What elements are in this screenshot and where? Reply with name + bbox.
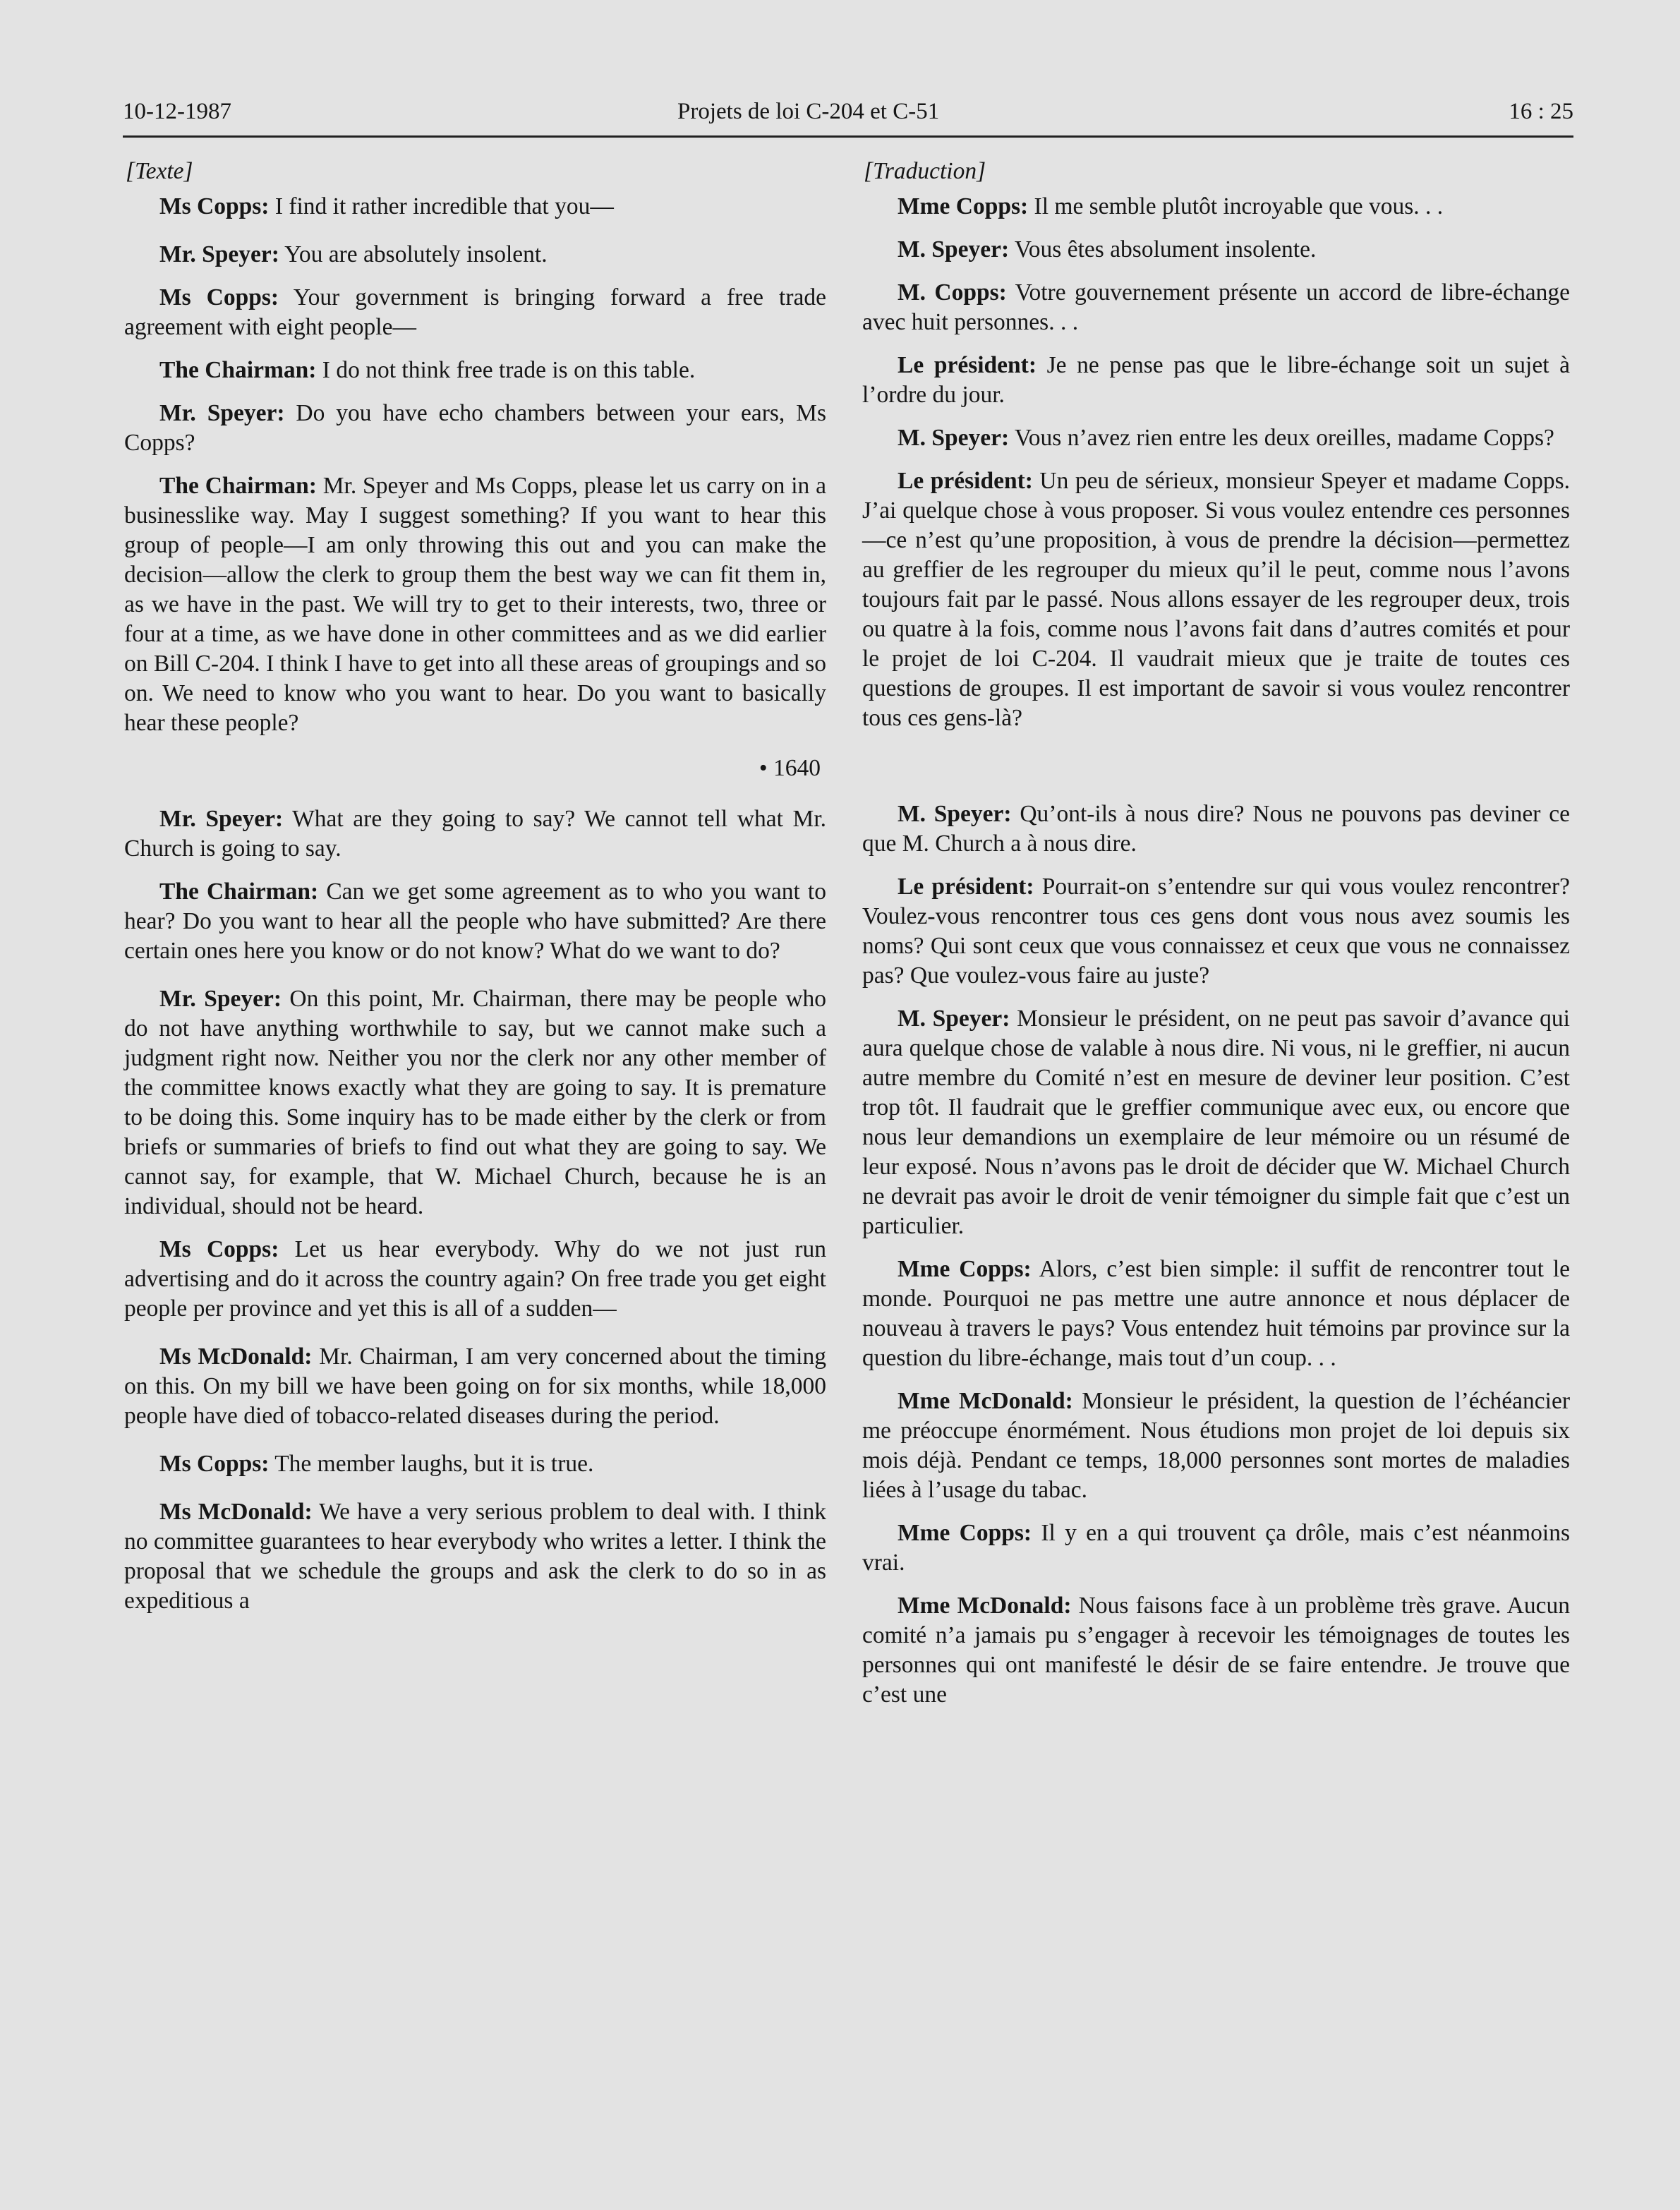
header-title: Projets de loi C-204 et C-51: [677, 99, 940, 124]
speech-text: Mr. Speyer and Ms Copps, please let us carry on in a businesslike way. May I suggest something? If you want to hear this group of people—I am only throwing this out and you can make the decision—allow the clerk to group them the best way we can fit them in, as we have in the past. We will try to get to their interests, two, three or four at a time, as we have done in other committees and as we did earlier on Bill C-204. I think I have to get into all these areas of groupings and so on. We need to know who you want to hear. Do you want to basically hear these people?: [124, 473, 826, 736]
speech-text: Nous faisons face à un problème très grave. Aucun comité n’a jamais pu s’engager à recevoir les témoignages de toutes les personnes qui ont manifesté le désir de se faire entendre. Je trouve que c’est une: [862, 1593, 1570, 1708]
speaker-name: The Chairman:: [159, 473, 317, 499]
speech-text: Alors, c’est bien simple: il suffit de rencontrer tout le monde. Pourquoi ne pas mettre une autre annonce et nous déplacer de nouveau à travers le pays? Vous entendez huit témoins par province sur la question du libre-échange, mais tout d’un coup. . .: [862, 1256, 1570, 1371]
speaker-name: Mme McDonald:: [898, 1593, 1072, 1619]
left-paragraph: [124, 192, 826, 222]
left-paragraph: [124, 1449, 826, 1479]
speech-text: Vous n’avez rien entre les deux oreilles, madame Copps?: [1009, 425, 1554, 451]
right-paragraph: [862, 1387, 1570, 1505]
speaker-name: M. Speyer:: [898, 425, 1010, 451]
page-header: [123, 99, 1573, 135]
speech-text: Vous êtes absolument insolente.: [1009, 236, 1317, 262]
speech-text: Monsieur le président, la question de l’échéancier me préoccupe énormément. Nous étudions mon projet de loi depuis six mois déjà. Pendant ce temps, 18,000 personnes sont mortes de maladies liées à l’usage du tabac.: [862, 1388, 1570, 1503]
header-page-number: 16 : 25: [1509, 99, 1573, 124]
left-paragraph: [124, 240, 826, 270]
speech-text: Your government is bringing forward a free trade agreement with eight people—: [124, 284, 826, 340]
speaker-name: Ms McDonald:: [159, 1343, 313, 1370]
speech-text: Mr. Chairman, I am very concerned about the timing on this. On my bill we have been going on for six months, while 18,000 people have died of tobacco-related diseases during the period.: [124, 1343, 826, 1429]
speaker-name: M. Speyer:: [898, 1006, 1010, 1032]
speaker-name: Le président:: [898, 468, 1033, 494]
speaker-name: Ms Copps:: [159, 193, 270, 219]
speech-text: Let us hear everybody. Why do we not just run advertising and do it across the country again? On free trade you get eight people per province and yet this is all of a sudden—: [124, 1236, 826, 1322]
column-label-traduction: [Traduction]: [864, 158, 986, 184]
speech-text: Monsieur le président, on ne peut pas savoir d’avance qui aura quelque chose de valable à nous dire. Ni vous, ni le greffier, ni aucun autre membre du Comité n’est en mesure de deviner leur position. C’est trop tôt. Il faudrait que le greffier communique avec eux, ou encore que nous leur demandions un exemplaire de leur mémoire ou un résumé de leur exposé. Nous n’avons pas le droit de décider que W. Michael Church ne devrait pas avoir le droit de venir témoigner du simple fait que c’est un particulier.: [862, 1006, 1570, 1239]
speech-text: On this point, Mr. Chairman, there may be people who do not have anything worthwhile to say, but we cannot make such a judgment right now. Neither you nor the clerk nor any other member of the committee knows exactly what they are going to say. It is premature to be doing this. Some inquiry has to be made either by the clerk or from briefs or summaries of briefs to find out what they are going to say. We cannot say, for example, that W. Michael Church, because he is an individual, should not be heard.: [124, 986, 827, 1219]
speech-text: Il me semble plutôt incroyable que vous. . .: [1028, 193, 1444, 219]
right-column: [862, 157, 1570, 1723]
speaker-name: Mr. Speyer:: [159, 241, 279, 267]
speaker-name: The Chairman:: [159, 878, 319, 905]
speaker-name: Ms Copps:: [159, 284, 279, 310]
speaker-name: Ms Copps:: [159, 1236, 279, 1262]
speech-text: I find it rather incredible that you—: [269, 193, 614, 219]
left-paragraph: [124, 1497, 826, 1616]
left-paragraph: [124, 283, 826, 342]
speaker-name: M. Speyer:: [898, 236, 1010, 262]
speech-text: What are they going to say? We cannot tell what Mr. Church is going to say.: [124, 806, 827, 862]
header-rule: [123, 135, 1573, 138]
speaker-name: Ms Copps:: [159, 1451, 270, 1477]
time-marker: • 1640: [759, 755, 821, 781]
speaker-name: M. Copps:: [898, 279, 1007, 306]
speaker-name: Mme McDonald:: [898, 1388, 1073, 1414]
left-paragraph: [124, 877, 826, 966]
speaker-name: Mme Copps:: [898, 1256, 1032, 1282]
speaker-name: Le président:: [898, 874, 1034, 900]
left-paragraph: [124, 471, 826, 738]
right-paragraph: [862, 235, 1570, 265]
right-paragraph: [862, 1591, 1570, 1710]
speaker-name: Le président:: [898, 352, 1037, 378]
speech-text: Il y en a qui trouvent ça drôle, mais c’est néanmoins vrai.: [862, 1520, 1570, 1576]
speech-text: Votre gouvernement présente un accord de libre-échange avec huit personnes. . .: [862, 279, 1570, 335]
right-paragraph: [862, 466, 1570, 733]
speech-text: Qu’ont-ils à nous dire? Nous ne pouvons pas deviner ce que M. Church a à nous dire.: [862, 801, 1570, 857]
speaker-name: Mr. Speyer:: [159, 986, 282, 1012]
right-paragraph: [862, 799, 1570, 859]
left-paragraph: [124, 804, 826, 864]
right-paragraph: [862, 1518, 1570, 1578]
right-paragraph: [862, 278, 1570, 337]
speech-text: Pourrait-on s’entendre sur qui vous voulez rencontrer? Voulez-vous rencontrer tous ces gens dont vous nous avez soumis les noms? Qui sont ceux que vous connaissez et ceux que vous ne connaissez pas? Que voulez-vous faire au juste?: [862, 874, 1570, 989]
speech-text: Je ne pense pas que le libre-échange soit un sujet à l’ordre du jour.: [862, 352, 1570, 408]
speech-text: You are absolutely insolent.: [279, 241, 548, 267]
speech-text: The member laughs, but it is true.: [269, 1451, 594, 1477]
speaker-name: The Chairman:: [159, 357, 317, 383]
left-paragraph: [124, 356, 826, 385]
column-label-texte: [Texte]: [126, 158, 193, 184]
right-paragraph: [862, 423, 1570, 453]
speech-text: We have a very serious problem to deal with. I think no committee guarantees to hear everybody who writes a letter. I think the proposal that we schedule the groups and ask the clerk to do so in as expeditious a: [124, 1499, 826, 1614]
left-paragraph: [124, 399, 826, 458]
speaker-name: Mme Copps:: [898, 193, 1029, 219]
right-paragraph: [862, 872, 1570, 991]
speech-text: Do you have echo chambers between your ears, Ms Copps?: [124, 400, 827, 456]
speech-text: Can we get some agreement as to who you want to hear? Do you want to hear all the people who have submitted? Are there certain ones here you know or do not know? What do we want to do?: [124, 878, 826, 964]
speech-text: Un peu de sérieux, monsieur Speyer et madame Copps. J’ai quelque chose à vous proposer. Si vous voulez entendre ces personnes—ce n’est qu’une proposition, à vous de prendre la décision—permettez au greffier de les regrouper du mieux qu’il le peut, comme nous l’avons toujours fait par le passé. Nous allons essayer de les regrouper deux, trois ou quatre à la fois, comme nous l’avons fait dans d’autres comités et pour le projet de loi C-204. Il vaudrait mieux que je traite de toutes ces questions de groupes. Il est important de savoir si vous voulez rencontrer tous ces gens-là?: [862, 468, 1571, 731]
speaker-name: Mme Copps:: [898, 1520, 1032, 1546]
right-paragraph: [862, 1004, 1570, 1241]
header-date: 10-12-1987: [123, 99, 231, 124]
speaker-name: Mr. Speyer:: [159, 806, 284, 832]
right-paragraph: [862, 351, 1570, 410]
left-paragraph: [124, 984, 826, 1221]
right-paragraph: [862, 1255, 1570, 1373]
speech-text: I do not think free trade is on this table.: [316, 357, 696, 383]
speaker-name: Mr. Speyer:: [159, 400, 285, 426]
speaker-name: M. Speyer:: [898, 801, 1012, 827]
time-marker-spacer: [862, 749, 1564, 778]
speaker-name: Ms McDonald:: [159, 1499, 313, 1525]
left-column: [124, 157, 826, 1629]
left-paragraph: [124, 1235, 826, 1324]
right-paragraph: [862, 192, 1570, 222]
left-paragraph: [124, 1342, 826, 1431]
